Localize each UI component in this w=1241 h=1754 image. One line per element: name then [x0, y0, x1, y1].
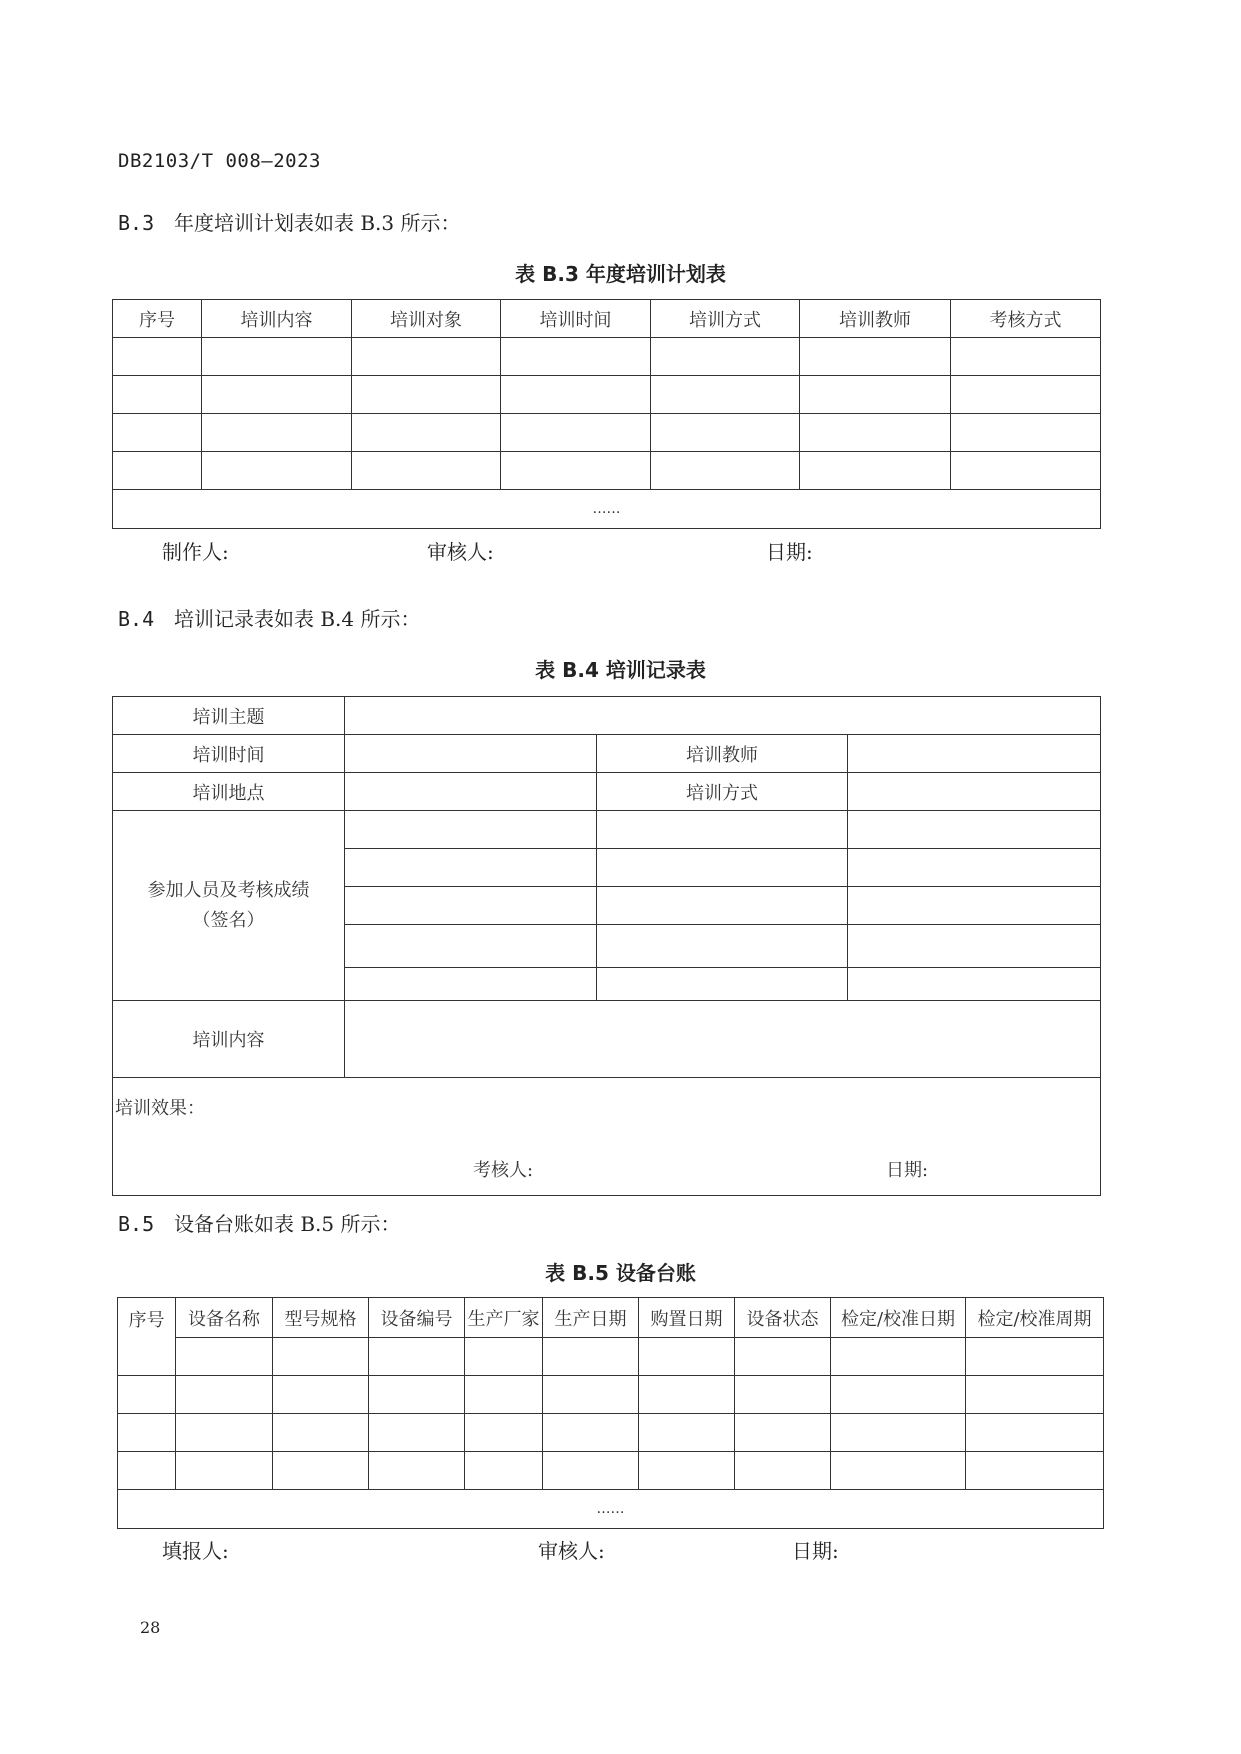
page-number: 28 [140, 1618, 161, 1637]
date-label: 日期: [886, 1160, 929, 1181]
participants-label-line1: 参加人员及考核成绩 [147, 879, 310, 901]
table-row [113, 697, 1101, 735]
maker-label: 制作人: [162, 540, 229, 564]
column-header: 培训时间 [501, 300, 651, 338]
column-header: 考核方式 [951, 300, 1101, 338]
table-row [118, 1490, 1104, 1529]
table-row [113, 1001, 1101, 1078]
table-b3 [112, 299, 1101, 529]
clause-b5 [118, 1208, 401, 1237]
column-header: 生产厂家 [465, 1298, 543, 1338]
table-row [118, 1452, 1104, 1490]
clause-text: 设备台账如表 B.5 所示： [174, 1212, 401, 1236]
column-header: 培训对象 [352, 300, 501, 338]
effect-row [113, 1078, 1101, 1196]
table-row [113, 811, 1101, 849]
participants-label [113, 811, 345, 1001]
assessor-label: 考核人: [473, 1160, 534, 1181]
column-header: 生产日期 [543, 1298, 639, 1338]
clause-text: 培训记录表如表 B.4 所示： [174, 607, 421, 631]
clause-number: B.4 [118, 607, 155, 631]
table-row [113, 376, 1101, 414]
column-header: 序号 [113, 300, 202, 338]
clause-b3 [118, 207, 461, 236]
column-header: 购置日期 [639, 1298, 735, 1338]
column-header: 培训内容 [202, 300, 352, 338]
topic-label: 培训主题 [113, 697, 345, 735]
filler-label: 填报人: [162, 1539, 229, 1563]
table-row [118, 1376, 1104, 1414]
reviewer-label: 审核人: [538, 1539, 605, 1563]
table-row [118, 1338, 1104, 1376]
participants-label-line2: （签名） [192, 909, 265, 931]
document-code: DB2103/T 008—2023 [118, 150, 321, 172]
column-header: 设备编号 [369, 1298, 465, 1338]
method-label: 培训方式 [597, 773, 848, 811]
column-header: 型号规格 [273, 1298, 369, 1338]
table-b4-caption: 表 B.4 培训记录表 [535, 658, 706, 682]
table-row [113, 414, 1101, 452]
column-header: 培训教师 [800, 300, 951, 338]
table-b5-caption: 表 B.5 设备台账 [545, 1261, 696, 1285]
date-label: 日期: [792, 1539, 839, 1563]
column-header: 培训方式 [651, 300, 800, 338]
table-b5 [117, 1297, 1104, 1529]
table-b3-caption: 表 B.3 年度培训计划表 [515, 262, 726, 286]
content-label: 培训内容 [113, 1001, 345, 1078]
date-label: 日期: [766, 540, 813, 564]
table-b4 [112, 696, 1101, 1196]
table-row [113, 452, 1101, 490]
table-row [113, 735, 1101, 773]
clause-text: 年度培训计划表如表 B.3 所示： [174, 211, 461, 235]
table-row [113, 773, 1101, 811]
column-header: 设备状态 [735, 1298, 831, 1338]
table-row [113, 338, 1101, 376]
column-header: 序号 [118, 1298, 176, 1376]
column-header: 检定/校准日期 [831, 1298, 966, 1338]
teacher-label: 培训教师 [597, 735, 848, 773]
ellipsis: …… [118, 1490, 1104, 1529]
clause-b4 [118, 603, 421, 632]
table-header-row [118, 1298, 1104, 1338]
effect-label: 培训效果： [115, 1098, 205, 1119]
column-header: 设备名称 [176, 1298, 273, 1338]
table-row [118, 1414, 1104, 1452]
clause-number: B.3 [118, 211, 155, 235]
table-row [113, 490, 1101, 529]
ellipsis: …… [113, 490, 1101, 529]
table-header-row [113, 300, 1101, 338]
clause-number: B.5 [118, 1212, 155, 1236]
reviewer-label: 审核人: [427, 540, 494, 564]
effect-cell [113, 1078, 1101, 1196]
place-label: 培训地点 [113, 773, 345, 811]
column-header: 检定/校准周期 [966, 1298, 1104, 1338]
time-label: 培训时间 [113, 735, 345, 773]
